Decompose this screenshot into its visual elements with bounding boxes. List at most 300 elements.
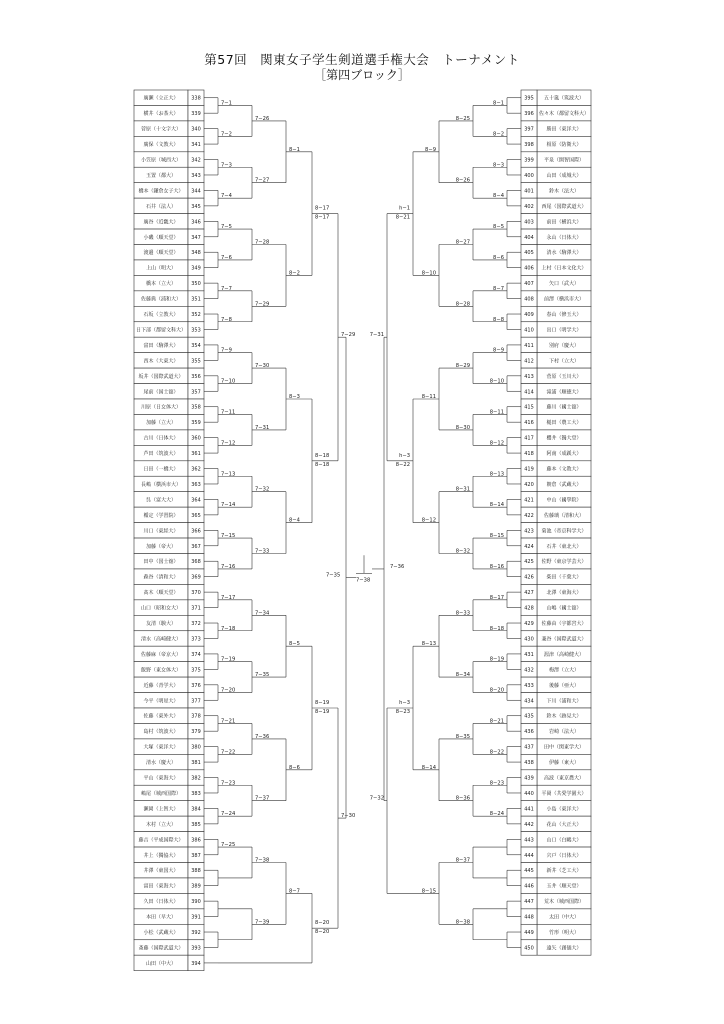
seed-number: 410 <box>524 327 534 334</box>
seed-number: 358 <box>191 404 201 411</box>
seed-number: 383 <box>191 790 201 797</box>
player-name: 玉置（都大） <box>145 172 177 179</box>
match-label: 8−1 <box>289 146 300 153</box>
player-name: 小磯（順天堂） <box>143 234 179 241</box>
seed-number: 386 <box>191 837 201 844</box>
match-label: 8−20 <box>315 920 330 927</box>
match-label: 7−20 <box>221 687 236 694</box>
seed-number: 387 <box>191 852 201 859</box>
seed-number: 396 <box>524 111 534 118</box>
seed-number: 447 <box>524 899 534 906</box>
player-name: 太田（中大） <box>548 914 580 921</box>
player-name: 清水（駒澤大） <box>546 250 582 257</box>
player-name: 梅澤（立大） <box>548 667 580 674</box>
seed-number: 448 <box>524 914 534 921</box>
player-name: 櫻井（獨大堂） <box>546 435 582 442</box>
player-name: 楯定（学習院） <box>143 512 179 519</box>
player-name: 島村（筑波大） <box>143 729 179 736</box>
seed-number: 376 <box>191 682 201 689</box>
match-label: 7−7 <box>221 285 232 292</box>
match-label: 8−21 <box>489 718 504 725</box>
match-label: 8−21 <box>395 214 410 221</box>
seed-number: 415 <box>524 404 534 411</box>
player-name: 槌田（農工大） <box>546 420 582 427</box>
match-label: 8−26 <box>455 177 470 184</box>
player-name: 菅原（玉川大） <box>546 373 582 380</box>
match-label: 8−29 <box>455 363 470 370</box>
player-name: 菅原（十文字大） <box>140 126 182 133</box>
player-name: 山田（中大） <box>145 960 177 967</box>
match-label: 8−18 <box>315 461 330 468</box>
seed-number: 365 <box>191 512 201 519</box>
player-name: 五十嵐（筑波大） <box>543 95 585 102</box>
seed-number: 349 <box>191 265 201 272</box>
match-label: 8−23 <box>489 780 504 787</box>
seed-number: 357 <box>191 389 201 396</box>
seed-number: 437 <box>524 744 534 751</box>
player-name: 横井（お茶大） <box>143 111 179 118</box>
player-name: 藤本（文教大） <box>546 466 582 473</box>
match-label: 7−36 <box>390 563 405 570</box>
seed-number: 440 <box>524 790 534 797</box>
player-name: 久田（日体大） <box>143 899 179 906</box>
seed-number: 424 <box>524 543 534 550</box>
match-label: 7−11 <box>221 409 236 416</box>
player-name: 呉（富大大） <box>145 497 177 504</box>
match-label: 7−31 <box>369 332 384 339</box>
match-label: 7−23 <box>221 780 236 787</box>
player-name: 田中（国士舘） <box>143 559 179 566</box>
player-name: 前田（横浜大） <box>546 219 582 226</box>
match-label: 7−32 <box>369 795 384 802</box>
page-title: 第57回 関東女子学生剣道選手権大会 トーナメント <box>204 52 520 67</box>
match-label: 8−32 <box>455 548 470 555</box>
player-name: 兼谷（国際武道大） <box>541 636 587 643</box>
match-label: 8−33 <box>455 610 470 617</box>
match-label: 8−15 <box>421 888 436 895</box>
match-label: 7−30 <box>341 813 356 820</box>
seed-number: 418 <box>524 451 534 458</box>
seed-number: 444 <box>524 852 534 859</box>
seed-number: 409 <box>524 312 534 319</box>
seed-number: 351 <box>191 296 201 303</box>
seed-number: 428 <box>524 605 534 612</box>
player-name: 山田（成城大） <box>546 172 582 179</box>
seed-number: 408 <box>524 296 534 303</box>
match-label: 8−2 <box>493 131 504 138</box>
seed-number: 362 <box>191 466 201 473</box>
player-name: 中山（國學院） <box>546 497 582 504</box>
match-label: 8−34 <box>455 672 470 679</box>
match-label: 8−35 <box>455 733 470 740</box>
player-name: 西木（大東大） <box>143 358 179 365</box>
match-label: 8−7 <box>289 888 300 895</box>
match-label: h−1 <box>399 205 410 212</box>
match-label: 7−38 <box>255 857 270 864</box>
match-label: 8−5 <box>289 641 300 648</box>
match-label: 7−18 <box>221 625 236 632</box>
seed-number: 385 <box>191 821 201 828</box>
match-label: 8−38 <box>455 919 470 926</box>
seed-number: 343 <box>191 172 201 179</box>
player-name: 日田（一橋大） <box>143 466 179 473</box>
player-name: 川口（東経大） <box>143 528 179 535</box>
seed-number: 379 <box>191 729 201 736</box>
player-name: 藤吉（平成国際大） <box>138 837 184 844</box>
player-name: 飯野（東女体大） <box>140 667 182 674</box>
seed-number: 426 <box>524 574 534 581</box>
match-label: 7−22 <box>221 749 236 756</box>
match-label: 8−7 <box>493 285 504 292</box>
seed-number: 347 <box>191 234 201 241</box>
seed-number: 449 <box>524 930 534 937</box>
seed-number: 384 <box>191 806 201 813</box>
player-name: 鈴木（法大） <box>548 188 580 195</box>
seed-number: 352 <box>191 312 201 319</box>
seed-number: 427 <box>524 590 534 597</box>
player-name: 廣谷（近畿大） <box>143 219 179 226</box>
seed-number: 392 <box>191 930 201 937</box>
player-name: 古川（日体大） <box>143 435 179 442</box>
match-label: 8−17 <box>489 594 504 601</box>
seed-number: 406 <box>524 265 534 272</box>
seed-number: 374 <box>191 651 201 658</box>
final-label: 7−38 <box>356 577 371 584</box>
player-name: 加藤（帝大） <box>145 543 177 550</box>
seed-number: 355 <box>191 358 201 365</box>
seed-number: 422 <box>524 512 534 519</box>
seed-number: 388 <box>191 868 201 875</box>
seed-number: 397 <box>524 126 534 133</box>
match-label: 8−20 <box>315 929 330 936</box>
seed-number: 366 <box>191 528 201 535</box>
match-label: 7−24 <box>221 811 236 818</box>
seed-number: 393 <box>191 945 201 952</box>
match-label: 8−2 <box>289 270 300 277</box>
player-name: 森谷（清和大） <box>143 574 179 581</box>
match-label: 7−36 <box>255 733 270 740</box>
match-label: 7−39 <box>255 919 270 926</box>
match-label: 8−6 <box>493 254 504 261</box>
seed-number: 433 <box>524 682 534 689</box>
seed-number: 344 <box>191 188 201 195</box>
match-label: 8−12 <box>489 440 504 447</box>
player-name: 今平（明星大） <box>143 698 179 705</box>
seed-number: 412 <box>524 358 534 365</box>
seed-number: 401 <box>524 188 534 195</box>
seed-number: 395 <box>524 95 534 102</box>
seed-number: 389 <box>191 883 201 890</box>
player-name: 佐藤由（宇都宮大） <box>541 621 587 628</box>
player-name: 佐藤麻（帝京大） <box>140 651 182 658</box>
player-name: 山嶋（國士舘） <box>546 605 582 612</box>
player-name: 渡邊（順天堂） <box>143 250 179 257</box>
match-label: 7−15 <box>221 533 236 540</box>
player-name: 荒木（城西国際） <box>543 899 585 906</box>
match-label: 8−11 <box>489 409 504 416</box>
seed-number: 378 <box>191 713 201 720</box>
player-name: 田中（関東学大） <box>543 744 585 751</box>
player-name: 上山（明大） <box>145 265 177 272</box>
match-label: 7−12 <box>221 440 236 447</box>
player-name: 春山（修玉大） <box>546 312 582 319</box>
match-label: 8−31 <box>455 486 470 493</box>
match-label: 8−5 <box>493 224 504 231</box>
seed-number: 339 <box>191 111 201 118</box>
match-label: 8−11 <box>421 394 436 400</box>
player-name: 花山（大正大） <box>546 821 582 828</box>
match-label: 7−19 <box>221 656 236 663</box>
player-name: 小島（東洋大） <box>546 806 582 813</box>
seed-number: 348 <box>191 250 201 257</box>
match-label: 7−16 <box>221 563 236 570</box>
match-label: 8−24 <box>489 811 504 818</box>
match-label: 8−36 <box>455 795 470 802</box>
match-label: 8−6 <box>289 764 300 771</box>
player-name: 佐野（東京学芸大） <box>541 559 587 566</box>
player-name: 井澤（東国大） <box>143 868 179 875</box>
match-label: 7−34 <box>255 610 270 617</box>
seed-number: 345 <box>191 203 201 210</box>
player-name: 平泉（開智国際） <box>543 157 585 164</box>
match-label: 8−20 <box>489 687 504 694</box>
seed-number: 429 <box>524 621 534 628</box>
seed-number: 445 <box>524 868 534 875</box>
seed-number: 430 <box>524 636 534 643</box>
match-label: 8−22 <box>489 749 504 756</box>
match-label: 8−15 <box>489 533 504 540</box>
match-label: 7−27 <box>255 177 270 184</box>
player-name: 髙木（順天堂） <box>143 590 179 597</box>
player-name: 石井（東北大） <box>546 543 582 550</box>
match-label: 7−10 <box>221 378 236 385</box>
player-name: 菊池（帝京科学大） <box>541 528 587 535</box>
player-name: 斎藤（国際武道大） <box>138 945 184 952</box>
seed-number: 372 <box>191 621 201 628</box>
match-label: 7−13 <box>221 471 236 478</box>
player-name: 芦田（筑波大） <box>143 451 179 458</box>
player-name: 伊藤（東大） <box>548 760 580 767</box>
player-name: 前澤（横浜市大） <box>543 296 585 303</box>
player-name: 後藤（亜大） <box>548 682 580 689</box>
match-label: 8−19 <box>315 709 330 715</box>
player-name: 橋本（立大） <box>145 281 177 288</box>
match-label: 7−17 <box>221 594 236 601</box>
seed-number: 371 <box>191 605 201 612</box>
player-name: 勝田（東洋大） <box>546 126 582 133</box>
player-name: 佐々木（都留文科大） <box>538 111 590 118</box>
player-name: 石坂（立教大） <box>143 312 179 319</box>
player-name: 朝倉（武蔵大） <box>546 481 582 488</box>
player-name: 嶋尾（城西国際） <box>140 790 182 797</box>
player-name: 岩崎（法大） <box>548 729 580 736</box>
seed-number: 399 <box>524 157 534 164</box>
seed-number: 369 <box>191 574 201 581</box>
match-label: 8−3 <box>289 394 300 400</box>
player-name: 廣瀬（立正大） <box>143 95 179 102</box>
player-name: 平山（東海大） <box>143 775 179 782</box>
player-name: 友清（駿大） <box>145 621 177 628</box>
player-name: 日下部（都留文科大） <box>135 327 187 334</box>
match-label: 8−17 <box>315 205 330 212</box>
match-label: 7−35 <box>255 672 270 679</box>
seed-number: 367 <box>191 543 201 550</box>
player-name: 玉井（順天堂） <box>546 883 582 890</box>
match-label: 7−14 <box>221 502 236 509</box>
match-label: 8−3 <box>493 162 504 169</box>
seed-number: 436 <box>524 729 534 736</box>
player-name: 井上（獨協大） <box>143 852 179 859</box>
match-label: 8−14 <box>421 764 436 771</box>
player-name: 加藤（立大） <box>145 420 177 427</box>
seed-number: 340 <box>191 126 201 133</box>
match-label: 8−27 <box>455 239 470 246</box>
match-label: 8−14 <box>489 502 504 509</box>
match-label: h−3 <box>399 452 410 459</box>
player-name: 尾前（国士舘） <box>143 389 179 396</box>
player-name: 坂井（国際武道大） <box>138 373 184 380</box>
match-label: 8−9 <box>493 347 504 354</box>
seed-number: 443 <box>524 837 534 844</box>
player-name: 廣保（文教大） <box>143 142 179 149</box>
seed-number: 442 <box>524 821 534 828</box>
seed-number: 411 <box>524 342 534 349</box>
seed-number: 353 <box>191 327 201 334</box>
match-label: 7−26 <box>255 115 270 122</box>
match-label: 7−4 <box>221 193 232 200</box>
match-label: 8−19 <box>489 656 504 663</box>
seed-number: 342 <box>191 157 201 164</box>
seed-number: 368 <box>191 559 201 566</box>
seed-number: 414 <box>524 389 534 396</box>
match-label: 7−2 <box>221 131 232 138</box>
match-label: 8−19 <box>315 700 330 706</box>
player-name: 清水（高崎健大） <box>140 636 182 643</box>
seed-number: 446 <box>524 883 534 890</box>
seed-number: 403 <box>524 219 534 226</box>
seed-number: 404 <box>524 234 534 241</box>
block-subtitle: ［第四ブロック］ <box>314 68 410 82</box>
seed-number: 435 <box>524 713 534 720</box>
match-label: 7−3 <box>221 162 232 169</box>
player-name: 宍戸（日体大） <box>546 852 582 859</box>
seed-number: 438 <box>524 760 534 767</box>
player-name: 富田（東海大） <box>143 883 179 890</box>
seed-number: 405 <box>524 250 534 257</box>
match-label: 8−18 <box>315 452 330 459</box>
seed-number: 441 <box>524 806 534 813</box>
player-name: 西尾（国際武道大） <box>541 203 587 210</box>
seed-number: 416 <box>524 420 534 427</box>
match-label: 7−32 <box>255 486 270 493</box>
match-label: 8−8 <box>493 316 504 323</box>
player-name: 下村（立大） <box>548 358 580 365</box>
match-label: 8−9 <box>425 146 436 153</box>
match-label: 7−30 <box>255 363 270 370</box>
player-name: 山口（白鷗大） <box>546 837 582 844</box>
player-name: 遠矢（創価大） <box>546 945 582 952</box>
match-label: 7−6 <box>221 254 232 261</box>
seed-number: 402 <box>524 203 534 210</box>
seed-number: 356 <box>191 373 201 380</box>
match-label: 8−17 <box>315 214 330 221</box>
player-name: 矢口（武大） <box>548 281 580 288</box>
seed-number: 363 <box>191 481 201 488</box>
seed-number: 364 <box>191 497 201 504</box>
seed-number: 338 <box>191 95 201 102</box>
seed-number: 419 <box>524 466 534 473</box>
player-name: 永山（日体大） <box>546 234 582 241</box>
player-name: 高波（東京農大） <box>543 775 585 782</box>
match-label: 7−31 <box>255 424 270 431</box>
seed-number: 373 <box>191 636 201 643</box>
seed-number: 398 <box>524 142 534 149</box>
player-name: 川原（日女体大） <box>140 404 182 411</box>
player-name: 大塚（東洋大） <box>143 744 179 751</box>
player-name: 佐藤璃（清和大） <box>543 512 585 519</box>
seed-number: 407 <box>524 281 534 288</box>
match-label: 7−28 <box>255 239 270 246</box>
player-name: 清水（慶大） <box>145 760 177 767</box>
player-name: 木村（立大） <box>145 821 177 828</box>
match-label: 7−33 <box>255 548 270 555</box>
player-name: 平岡（共愛学園大） <box>541 790 587 797</box>
seed-number: 420 <box>524 481 534 488</box>
player-name: 長嶋（横浜市大） <box>140 481 182 488</box>
player-name: 相原（防衛大） <box>546 142 582 149</box>
seed-number: 377 <box>191 698 201 705</box>
player-name: 近藤（青学大） <box>143 682 179 689</box>
seed-number: 423 <box>524 528 534 535</box>
seed-number: 400 <box>524 172 534 179</box>
match-label: 7−21 <box>221 718 236 725</box>
player-name: 柴田（千葉大） <box>546 574 582 581</box>
player-name: 佐藤典（浦和大） <box>140 296 182 303</box>
player-name: 本田（早大） <box>145 914 177 921</box>
seed-number: 359 <box>191 420 201 427</box>
match-label: 8−28 <box>455 301 470 308</box>
seed-number: 375 <box>191 667 201 674</box>
player-name: 渥津（高崎健大） <box>543 651 585 658</box>
player-name: 滝浦（順徳大） <box>546 389 582 396</box>
match-label: 8−18 <box>489 625 504 632</box>
seed-number: 361 <box>191 451 201 458</box>
seed-number: 434 <box>524 698 534 705</box>
player-name: 竹形（明大） <box>548 930 580 937</box>
player-name: 小笠原（城西大） <box>140 157 182 164</box>
seed-number: 382 <box>191 775 201 782</box>
player-name: 北澤（東海大） <box>546 590 582 597</box>
player-name: 石井（法人） <box>145 203 177 210</box>
player-name: 阿南（成蹊大） <box>546 451 582 458</box>
seed-number: 380 <box>191 744 201 751</box>
match-label: 7−25 <box>221 842 236 849</box>
seed-number: 390 <box>191 899 201 906</box>
match-label: 7−5 <box>221 224 232 231</box>
seed-number: 417 <box>524 435 534 442</box>
seed-number: 341 <box>191 142 201 149</box>
seed-number: 432 <box>524 667 534 674</box>
match-label: 7−29 <box>255 301 270 308</box>
seed-number: 354 <box>191 342 201 349</box>
match-label: 8−22 <box>395 461 410 468</box>
match-label: h−3 <box>399 700 410 706</box>
seed-number: 421 <box>524 497 534 504</box>
player-name: 藤川（國士舘） <box>546 404 582 411</box>
seed-number: 431 <box>524 651 534 658</box>
match-label: 8−4 <box>289 517 300 524</box>
match-label: 8−13 <box>421 641 436 648</box>
